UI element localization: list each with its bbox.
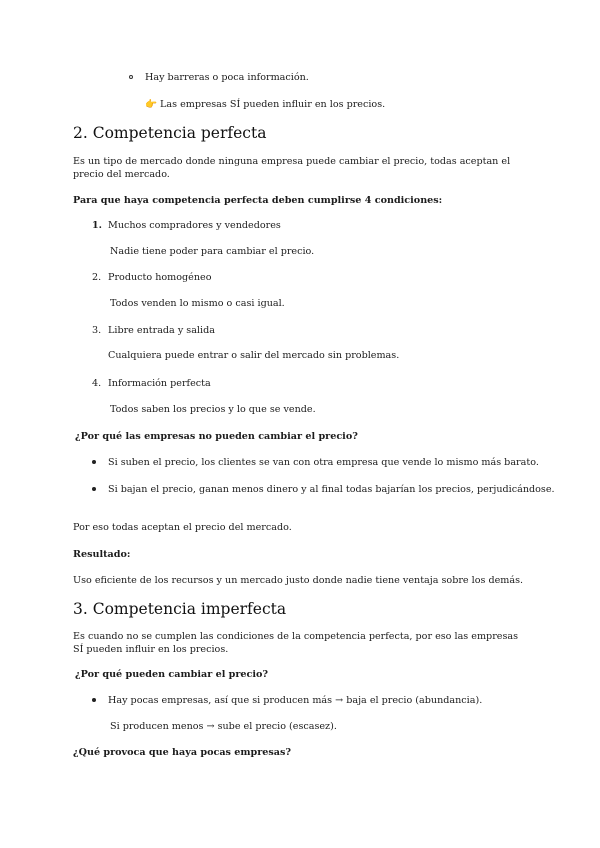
condition-desc: Nadie tiene poder para cambiar el precio. (110, 246, 315, 257)
conditions-title: Para que haya competencia perfecta deben cumplirse 4 condiciones: (73, 195, 443, 206)
definition-paragraph: Es un tipo de mercado donde ninguna empresa puede cambiar el precio, todas aceptan el precio del mercado. (73, 156, 511, 180)
list-number: 4. (92, 378, 102, 389)
conclusion-text: Por eso todas aceptan el precio del mercado. (73, 522, 292, 533)
section-heading-3: 3. Competencia imperfecta (73, 600, 287, 618)
condition-title: Producto homogéneo (108, 272, 212, 283)
condition-desc: Cualquiera puede entrar o salir del mercado sin problemas. (108, 350, 400, 361)
bullet-icon (92, 487, 96, 491)
bullet-icon (92, 460, 96, 464)
last-title: ¿Qué provoca que haya pocas empresas? (73, 747, 292, 758)
condition-title: Libre entrada y salida (108, 325, 215, 336)
hollow-bullet-icon (129, 75, 133, 79)
pointer-note-text: Las empresas SÍ pueden influir en los precios. (160, 99, 386, 110)
definition-paragraph: Es cuando no se cumplen las condiciones de la competencia perfecta, por eso las empresas SÍ pueden influir en los precios. (73, 631, 519, 655)
condition-desc: Todos saben los precios y lo que se vende. (110, 404, 316, 415)
imperfect-bullet: Hay pocas empresas, así que si producen más → baja el precio (abundancia). (108, 695, 483, 706)
pointing-hand-icon: 👉 (145, 99, 157, 110)
why-title: ¿Por qué las empresas no pueden cambiar el precio? (75, 431, 358, 442)
why-bullet: Si bajan el precio, ganan menos dinero y al final todas bajarían los precios, perjudicándose. (108, 484, 555, 495)
section-heading-2: 2. Competencia perfecta (73, 124, 267, 142)
result-title: Resultado: (73, 549, 131, 560)
list-number: 1. (92, 220, 103, 231)
condition-desc: Todos venden lo mismo o casi igual. (110, 298, 285, 309)
condition-title: Muchos compradores y vendedores (108, 220, 281, 231)
list-number: 2. (92, 272, 102, 283)
pointer-note (145, 98, 385, 111)
why-title: ¿Por qué pueden cambiar el precio? (75, 669, 269, 680)
list-number: 3. (92, 325, 102, 336)
imperfect-bullet-cont: Si producen menos → sube el precio (escasez). (110, 721, 337, 732)
why-bullet: Si suben el precio, los clientes se van con otra empresa que vende lo mismo más barato. (108, 457, 539, 468)
condition-title: Información perfecta (108, 378, 211, 389)
result-text: Uso eficiente de los recursos y un mercado justo donde nadie tiene ventaja sobre los demás. (73, 575, 524, 586)
sub-bullet-text: Hay barreras o poca información. (145, 72, 309, 83)
bullet-icon (92, 698, 96, 702)
